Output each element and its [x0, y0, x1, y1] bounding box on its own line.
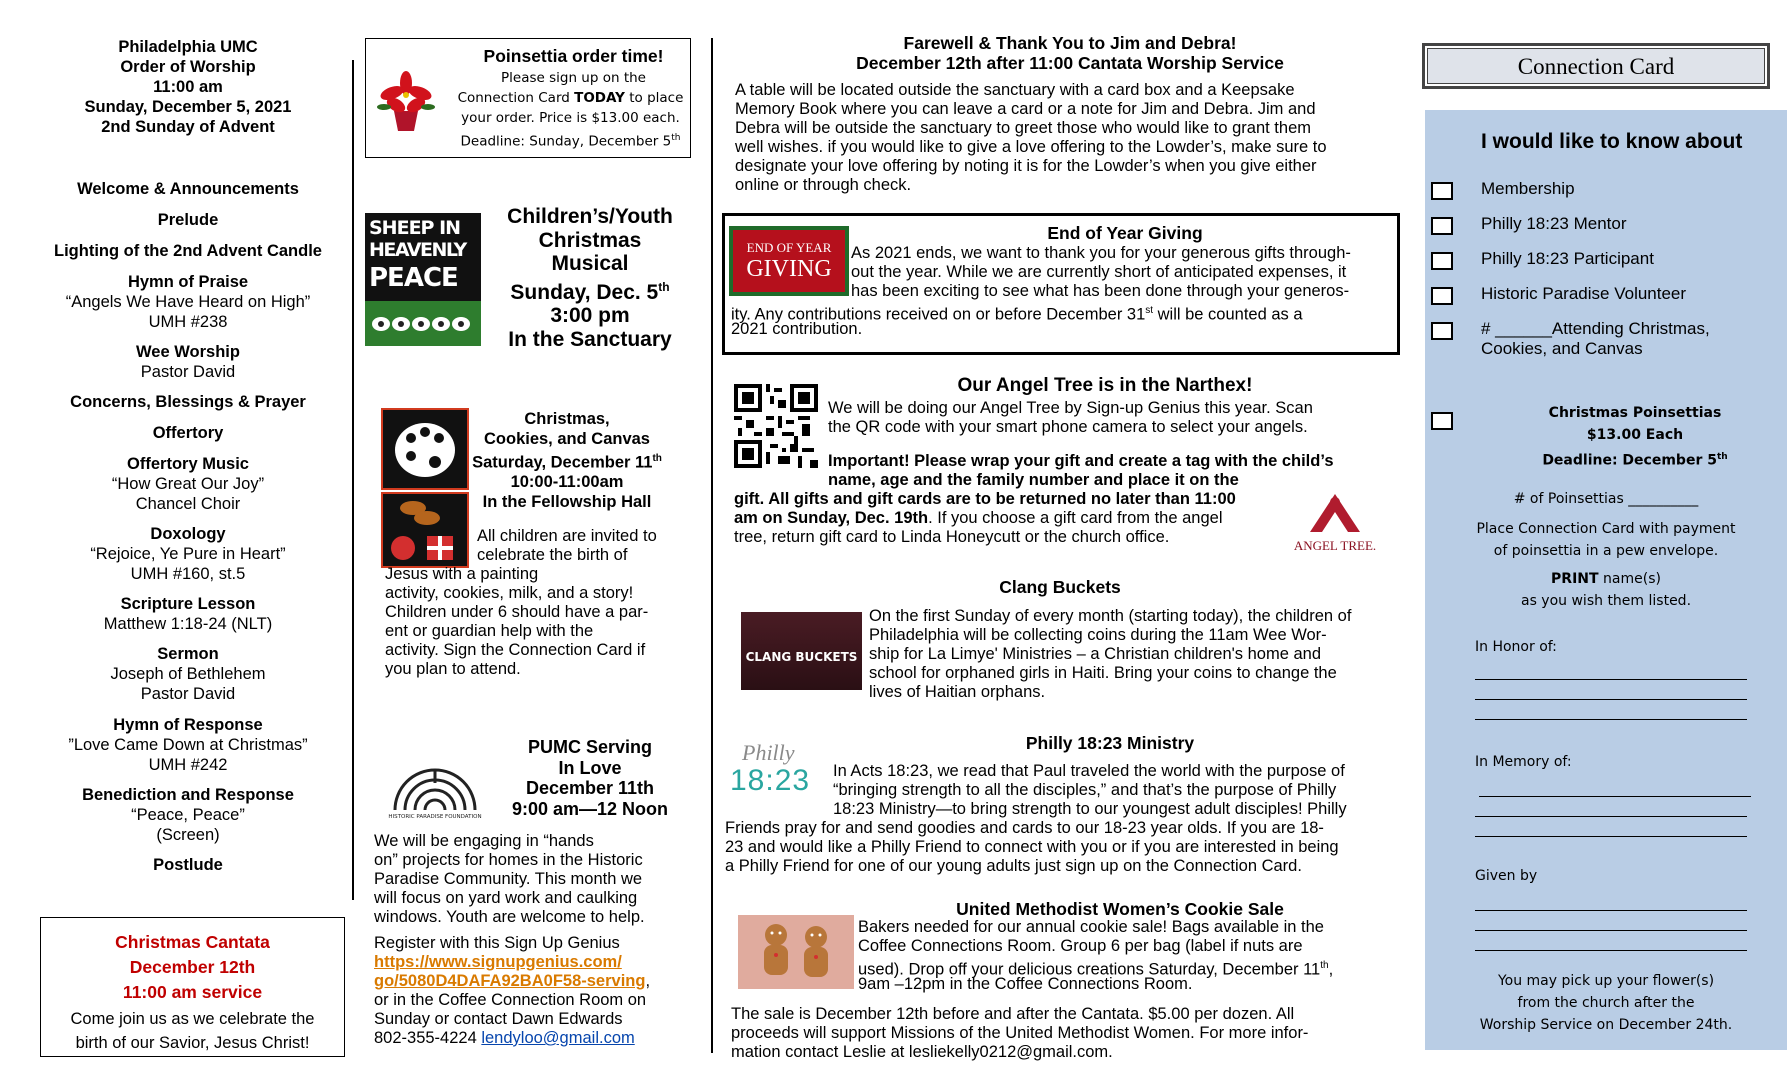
service-time: 11:00 am	[153, 78, 223, 96]
order-title: Order of Worship	[120, 58, 256, 76]
historic-paradise-logo-text: HISTORIC PARADISE FOUNDATION	[388, 814, 482, 820]
serving-line-3: December 11th	[525, 778, 655, 798]
serving-line-4: 9:00 am—12 Noon	[511, 798, 669, 819]
musical-date-sup: th	[658, 279, 670, 294]
sermon-preacher: Pastor David	[140, 685, 236, 703]
card-heading: I would like to know about	[1481, 130, 1743, 153]
giving-body-3: has been exciting to see what has been done through your generos-	[851, 282, 1350, 300]
musical-location: In the Sanctuary	[508, 327, 672, 351]
angel-body-1: We will be doing our Angel Tree by Sign-up Genius this year. Scan	[828, 399, 1313, 417]
participant-label: Philly 18:23 Participant	[1481, 249, 1654, 268]
canvas-body-7: activity. Sign the Connection Card if	[385, 641, 646, 659]
palette-icon	[381, 408, 469, 490]
welcome: Welcome & Announcements	[77, 180, 299, 198]
serving-room: or in the Coffee Connection Room on	[374, 991, 647, 1009]
hymn-of-praise: Hymn of Praise	[127, 273, 249, 291]
poinsettia-today: TODAY	[574, 90, 625, 106]
musical-poster-line-1: SHEEP IN	[369, 217, 461, 239]
historic-paradise-logo	[380, 748, 490, 828]
sermon-title: Joseph of Bethlehem	[110, 665, 266, 683]
farewell-heading	[725, 33, 1415, 73]
signup-link-2-row	[374, 972, 650, 992]
clang-buckets-image	[741, 612, 862, 690]
canvas-line-2: Cookies, and Canvas	[484, 429, 650, 448]
card-poinsettia-deadline	[1485, 446, 1785, 472]
pickup-3: Worship Service on December 24th.	[1479, 1017, 1733, 1033]
hymn-of-response: Hymn of Response	[113, 716, 263, 734]
hymn-of-response-number: UMH #242	[148, 756, 228, 774]
cantata-time: 11:00 am service	[122, 982, 263, 1002]
poinsettia-line-4	[448, 128, 693, 152]
cookies-gift-icon	[381, 492, 469, 568]
cookie-body-3-sup: th	[1320, 960, 1329, 971]
musical-date: Sunday, Dec. 5	[510, 280, 659, 304]
doxology-title: “Rejoice, Ye Pure in Heart”	[90, 545, 286, 563]
card-instructions-1: Place Connection Card with payment	[1476, 521, 1736, 537]
cookie-body-3-b: ,	[1328, 960, 1334, 979]
canvas-event-icons	[381, 408, 469, 568]
serving-register: Register with this Sign Up Genius	[374, 934, 620, 952]
poinsettia-line-1: Please sign up on the	[501, 70, 646, 86]
volunteer-label: Historic Paradise Volunteer	[1481, 284, 1687, 303]
poinsettia-image	[376, 67, 436, 133]
mentor-checkbox[interactable]	[1431, 217, 1453, 235]
cantata-date: December 12th	[129, 957, 256, 977]
farewell-body-2: Memory Book where you can leave a card or a note for Jim and Debra. Jim and	[735, 100, 1316, 118]
signup-link-2[interactable]: go/5080D4DAFA92BA0F58-serving	[374, 972, 646, 990]
giving-body-1: As 2021 ends, we want to thank you for your generous gifts through-	[851, 244, 1351, 262]
poinsettia-deadline-sup: th	[671, 133, 681, 143]
doxology: Doxology	[150, 525, 226, 543]
musical-poster-line-2: HEAVENLY	[369, 239, 466, 261]
serving-body-4: will focus on yard work and caulking	[374, 889, 638, 907]
giving-image	[729, 226, 849, 296]
scripture-reference: Matthew 1:18-24 (NLT)	[103, 615, 273, 633]
column-divider	[352, 60, 354, 900]
angel-deadline: am on Sunday, Dec. 19th	[734, 509, 929, 527]
giving-image-line-1: END OF YEAR	[746, 240, 832, 255]
membership-label: Membership	[1481, 179, 1575, 198]
pickup-1: You may pick up your flower(s)	[1497, 973, 1715, 989]
honor-line-1[interactable]	[1475, 679, 1747, 680]
philly-body-6: a Philly Friend for one of our young adults just sign up on the Connection Card.	[725, 857, 1302, 875]
liturgical-season: 2nd Sunday of Advent	[101, 118, 275, 136]
serving-email-link[interactable]: lendyloo@gmail.com	[481, 1029, 635, 1047]
musical-line-4	[485, 276, 695, 305]
giving-body-4-sup: st	[1145, 305, 1154, 316]
poinsettia-order-box	[365, 38, 691, 158]
serving-phone-row	[374, 1029, 635, 1049]
hymn-of-praise-number: UMH #238	[148, 313, 228, 331]
year-end-giving-box	[722, 213, 1400, 355]
giving-title: End of Year Giving	[1047, 223, 1203, 243]
canvas-body-6: ent or guardian help with the	[385, 622, 594, 640]
scripture-lesson: Scripture Lesson	[120, 595, 256, 613]
card-deadline-text: Deadline: December 5	[1542, 452, 1717, 469]
card-print-line	[1425, 568, 1787, 590]
cantata-box	[40, 917, 345, 1057]
musical-poster-line-3: PEACE	[369, 263, 458, 293]
serving-body-1: We will be engaging in “hands	[374, 832, 594, 850]
gingerbread-image	[738, 915, 854, 989]
clang-title: Clang Buckets	[999, 577, 1121, 597]
angel-tree-logo	[1290, 490, 1380, 556]
poinsettia-title: Poinsettia order time!	[483, 46, 664, 66]
given-line-2[interactable]	[1475, 930, 1747, 931]
hymn-of-praise-title: “Angels We Have Heard on High”	[65, 293, 311, 311]
philly-logo-number: 18:23	[730, 764, 811, 797]
clang-body-2: Philadelphia will be collecting coins during the 11am Wee Wor-	[869, 626, 1327, 644]
hymn-of-response-title: ”Love Came Down at Christmas”	[68, 736, 308, 754]
cookie-body-1: Bakers needed for our annual cookie sale! Bags available in the	[858, 918, 1324, 936]
musical-time: 3:00 pm	[550, 304, 630, 327]
giving-body-4-a: ity. Any contributions received on or before December 31	[731, 305, 1146, 324]
doxology-number: UMH #160, st.5	[130, 565, 246, 583]
card-poinsettia-title: Christmas Poinsettias	[1548, 405, 1722, 421]
church-name: Philadelphia UMC	[118, 38, 258, 56]
farewell-subtitle: December 12th after 11:00 Cantata Worship Service	[856, 53, 1284, 73]
cookie-body-3-a: used). Drop off your delicious creations Saturday, December 11	[858, 960, 1321, 979]
serving-phone: 802-355-4224	[374, 1029, 482, 1047]
musical-line-1: Children’s/Youth	[507, 205, 673, 228]
philly-body-1: In Acts 18:23, we read that Paul traveled the world with the purpose of	[833, 762, 1345, 780]
memory-line-1[interactable]	[1479, 796, 1751, 797]
card-deadline-sup: th	[1716, 452, 1728, 462]
honor-line-3[interactable]	[1475, 719, 1747, 720]
in-memory-label: In Memory of:	[1475, 754, 1572, 770]
angel-body-5: tree, return gift card to Linda Honeycutt or the church office.	[734, 528, 1170, 546]
cookie-body-4: 9am –12pm in the Coffee Connections Room.	[858, 975, 1193, 993]
philly-body-5: 23 and would like a Philly Friend to connect with you or if you are interested in being	[725, 838, 1339, 856]
honor-line-2[interactable]	[1475, 699, 1747, 700]
canvas-body-3: Jesus with a painting	[385, 565, 539, 583]
attending-checkbox[interactable]	[1431, 322, 1453, 340]
canvas-body-5: Children under 6 should have a par-	[385, 603, 649, 621]
canvas-body-4: activity, cookies, milk, and a story!	[385, 584, 634, 602]
giving-image-line-2: GIVING	[746, 256, 832, 282]
cookie-sale-3: mation contact Leslie at lesliekelly0212@gmail.com.	[731, 1043, 1113, 1061]
offertory-music: Offertory Music	[127, 455, 249, 473]
philly-logo-script: Philly	[742, 740, 795, 765]
angel-important-2: name, age and the family number and place it on the	[828, 471, 1239, 489]
farewell-body-1: A table will be located outside the sanctuary with a card box and a Keepsake	[735, 81, 1295, 99]
participant-checkbox[interactable]	[1431, 252, 1453, 270]
canvas-body-8: you plan to attend.	[385, 660, 521, 678]
serving-contact: Sunday or contact Dawn Edwards	[374, 1010, 623, 1028]
philly-title: Philly 18:23 Ministry	[1025, 733, 1195, 753]
offertory: Offertory	[152, 424, 224, 442]
given-line-1[interactable]	[1475, 910, 1747, 911]
canvas-date-sup: th	[652, 453, 662, 464]
cantata-text-2: birth of our Savior, Jesus Christ!	[75, 1034, 310, 1052]
benediction-title: “Peace, Peace”	[131, 806, 245, 824]
clang-body-1: On the first Sunday of every month (starting today), the children of	[869, 607, 1352, 625]
serving-line-1: PUMC Serving	[527, 737, 653, 757]
given-line-3[interactable]	[1475, 950, 1747, 951]
card-print-line-2: as you wish them listed.	[1520, 593, 1692, 609]
angel-giftcard: . If you choose a gift card from the angel	[928, 509, 1223, 527]
clang-body-4: school for orphaned girls in Haiti. Bring your coins to change the	[869, 664, 1337, 682]
card-print-bold: PRINT	[1551, 571, 1599, 587]
serving-body-2: on” projects for homes in the Historic	[374, 851, 643, 869]
farewell-body-3: Debra will be outside the sanctuary to greet those who would like to grant them	[735, 119, 1311, 137]
volunteer-checkbox[interactable]	[1431, 287, 1453, 305]
sheep-row	[369, 309, 479, 339]
column-divider-2	[711, 38, 713, 1053]
cookie-sale-1: The sale is December 12th before and after the Cantata. $5.00 per dozen. All	[731, 1005, 1295, 1023]
poinsettia-count-field[interactable]: # of Poinsettias __________	[1513, 491, 1699, 507]
clang-body-3: ship for La Limye' Ministries – a Christian children's home and	[869, 645, 1322, 663]
serving-body-5: windows. Youth are welcome to help.	[374, 908, 645, 926]
sermon: Sermon	[157, 645, 219, 663]
poinsettia-line-3: your order. Price is $13.00 each.	[461, 110, 680, 126]
cookie-sale-2: proceeds will support Missions of the United Methodist Women. For more infor-	[731, 1024, 1309, 1042]
pickup-2: from the church after the	[1517, 995, 1695, 1011]
clang-body-5: lives of Haitian orphans.	[869, 683, 1046, 701]
angel-tree-logo-text: ANGEL TREE.	[1293, 538, 1377, 553]
farewell-title: Farewell & Thank You to Jim and Debra!	[903, 33, 1237, 53]
canvas-body-2: celebrate the birth of	[477, 546, 628, 564]
philly-body-4: Friends pray for and send goodies and cards to our 18-23 year olds. If you are 18-	[725, 819, 1324, 837]
serving-body-3: Paradise Community. This month we	[374, 870, 643, 888]
poinsettia-line-2-a: Connection Card	[457, 90, 575, 106]
memory-line-2[interactable]	[1475, 816, 1747, 817]
postlude: Postlude	[153, 856, 223, 874]
canvas-location: In the Fellowship Hall	[482, 492, 652, 511]
philly-body-2: “bringing strength to all the disciples,” and that’s the purpose of Philly	[833, 781, 1337, 799]
angel-tree-title: Our Angel Tree is in the Narthex!	[957, 375, 1253, 396]
signup-link-1[interactable]: https://www.signupgenius.com/	[374, 953, 622, 971]
farewell-body-5: designate your love offering by noting it is for the Lowder’s when you give either	[735, 157, 1317, 175]
wee-worship: Wee Worship	[136, 343, 240, 361]
poinsettia-checkbox[interactable]	[1431, 412, 1453, 430]
clang-image-text: CLANG BUCKETS	[745, 650, 858, 664]
poinsettia-deadline: Deadline: Sunday, December 5	[460, 133, 672, 150]
benediction-note: (Screen)	[156, 826, 220, 844]
angel-important-4	[734, 509, 1223, 529]
philly-logo	[728, 740, 828, 800]
prelude: Prelude	[157, 211, 219, 229]
connection-card-title: Connection Card	[1427, 48, 1765, 84]
cantata-text-1: Come join us as we celebrate the	[70, 1010, 315, 1028]
giving-body-2: out the year. While we are currently short of anticipated expenses, it	[851, 263, 1347, 281]
musical-line-2: Christmas	[538, 228, 642, 252]
canvas-time: 10:00-11:00am	[510, 473, 624, 491]
giving-body-5: 2021 contribution.	[731, 320, 863, 338]
connection-card-header	[1422, 43, 1770, 89]
connection-card-panel	[1425, 110, 1787, 1050]
canvas-line-1: Christmas,	[524, 410, 610, 428]
angel-important-1: Important! Please wrap your gift and create a tag with the child’s	[828, 452, 1334, 470]
canvas-heading	[462, 410, 672, 512]
in-honor-label: In Honor of:	[1475, 639, 1557, 655]
angel-body-2: the QR code with your smart phone camera to select your angels.	[828, 418, 1308, 436]
benediction: Benediction and Response	[82, 786, 294, 804]
giving-body-4-b: will be counted as a	[1153, 305, 1303, 324]
wee-worship-leader: Pastor David	[140, 363, 236, 381]
qr-code-icon[interactable]	[734, 384, 818, 468]
musical-line-3: Musical	[551, 252, 629, 275]
memory-line-3[interactable]	[1475, 836, 1747, 837]
cookie-title: United Methodist Women’s Cookie Sale	[956, 899, 1284, 919]
signup-link-comma: ,	[645, 972, 651, 990]
serving-line-2: In Love	[558, 757, 622, 778]
musical-poster	[365, 213, 481, 346]
cantata-title: Christmas Cantata	[115, 932, 270, 952]
offertory-music-title: “How Great Our Joy”	[111, 475, 265, 493]
offertory-music-by: Chancel Choir	[135, 495, 241, 513]
card-print-rest: name(s)	[1598, 571, 1661, 587]
card-instructions-2: of poinsettia in a pew envelope.	[1493, 543, 1719, 559]
cookie-body-2: Coffee Connections Room. Group 6 per bag (label if nuts are	[858, 937, 1303, 955]
farewell-body-6: online or through check.	[735, 176, 912, 194]
given-by-label: Given by	[1475, 868, 1538, 884]
philly-body-3: 18:23 Ministry—to bring strength to our youngest adult disciples! Philly	[833, 800, 1347, 818]
attending-label-1: # ______Attending Christmas,	[1481, 319, 1710, 338]
musical-heading	[485, 205, 695, 351]
poinsettia-line-2	[448, 88, 693, 108]
card-poinsettia-price: $13.00 Each	[1586, 427, 1684, 443]
service-date: Sunday, December 5, 2021	[84, 98, 292, 116]
concerns: Concerns, Blessings & Prayer	[70, 393, 306, 411]
mentor-label: Philly 18:23 Mentor	[1481, 214, 1627, 233]
poinsettia-line-2-c: to place	[624, 90, 684, 106]
attending-label-2: Cookies, and Canvas	[1481, 339, 1643, 358]
serving-heading	[490, 737, 690, 819]
farewell-body-4: well wishes. if you would like to give a love offering to the Lowder’s, make sure to	[735, 138, 1327, 156]
canvas-date: Saturday, December 11	[472, 453, 653, 472]
canvas-line-3	[462, 449, 672, 473]
canvas-body-1: All children are invited to	[477, 527, 657, 545]
angel-important-3: gift. All gifts and gift cards are to be returned no later than 11:00	[734, 490, 1236, 508]
advent-candle: Lighting of the 2nd Advent Candle	[54, 242, 322, 260]
membership-checkbox[interactable]	[1431, 182, 1453, 200]
